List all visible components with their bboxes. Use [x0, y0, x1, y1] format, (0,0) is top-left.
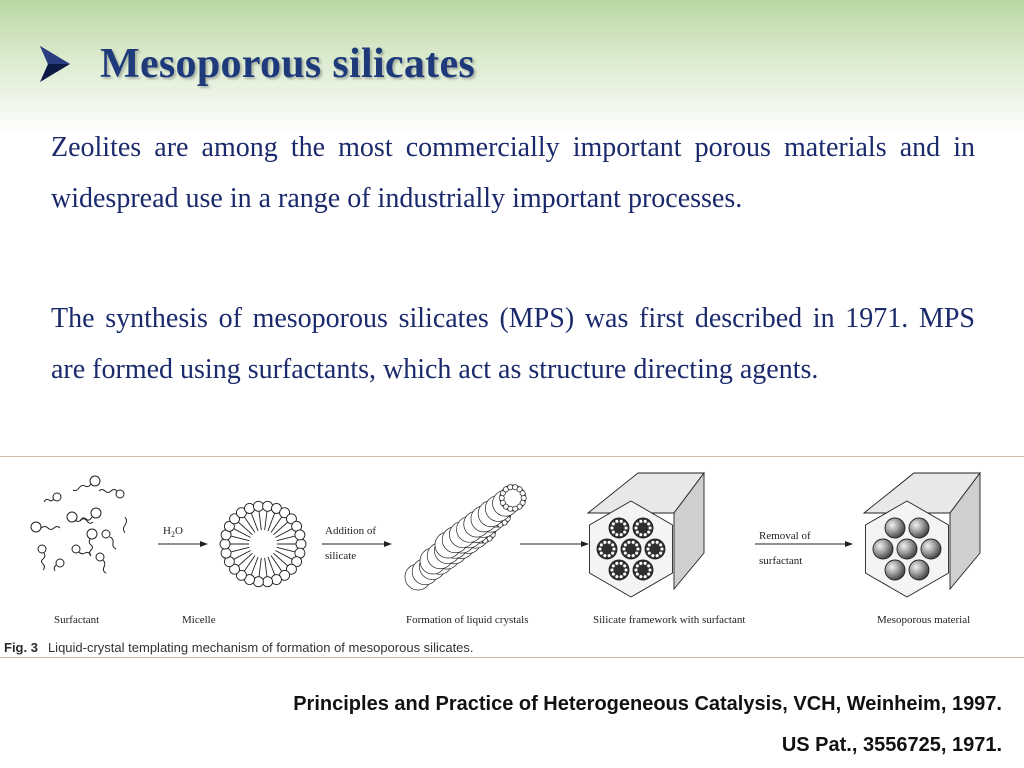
removal-arrow-label-2: surfactant: [759, 555, 803, 567]
reference-1: Principles and Practice of Heterogeneous Catalysis, VCH, Weinheim, 1997.: [293, 693, 1002, 715]
figure-caption: [4, 640, 474, 655]
arrowhead-bullet-icon: [38, 44, 72, 84]
label-mesoporous: Mesoporous material: [877, 614, 971, 626]
figure-caption-text: Liquid-crystal templating mechanism of formation of mesoporous silicates.: [47, 640, 474, 655]
addition-arrow-label-1: Addition of: [325, 525, 377, 537]
label-micelle: Micelle: [182, 614, 216, 626]
body-paragraph-1: Zeolites are among the most commercially important porous materials and in widespread use in a range of industrially important processes.: [51, 132, 975, 214]
surfactant-molecules-icon: [31, 476, 127, 573]
label-framework: Silicate framework with surfactant: [593, 614, 746, 626]
figure-number: Fig. 3: [4, 640, 38, 655]
addition-arrow-label-2: silicate: [325, 550, 357, 562]
micelle-icon: [220, 501, 306, 586]
body-paragraph-2: The synthesis of mesoporous silicates (MPS) was first described in 1971. MPS are formed using surfactants, which act as structure directing agents.: [51, 303, 975, 385]
liquid-crystal-rods-icon: [405, 485, 526, 590]
h2o-arrow-label: $H_2O$: [163, 525, 183, 540]
reference-2: US Pat., 3556725, 1971.: [781, 734, 1002, 756]
title-row: [38, 34, 475, 94]
label-liquid-crystals: Formation of liquid crystals: [406, 614, 529, 626]
figure-panel: [0, 456, 1024, 658]
label-surfactant: Surfactant: [54, 614, 100, 626]
mesoporous-material-icon: [864, 473, 980, 597]
slide-title: Mesoporous silicates: [100, 41, 476, 87]
mechanism-diagram: [0, 457, 1024, 657]
removal-arrow-label-1: Removal of: [759, 530, 811, 542]
silicate-framework-icon: [588, 473, 704, 597]
